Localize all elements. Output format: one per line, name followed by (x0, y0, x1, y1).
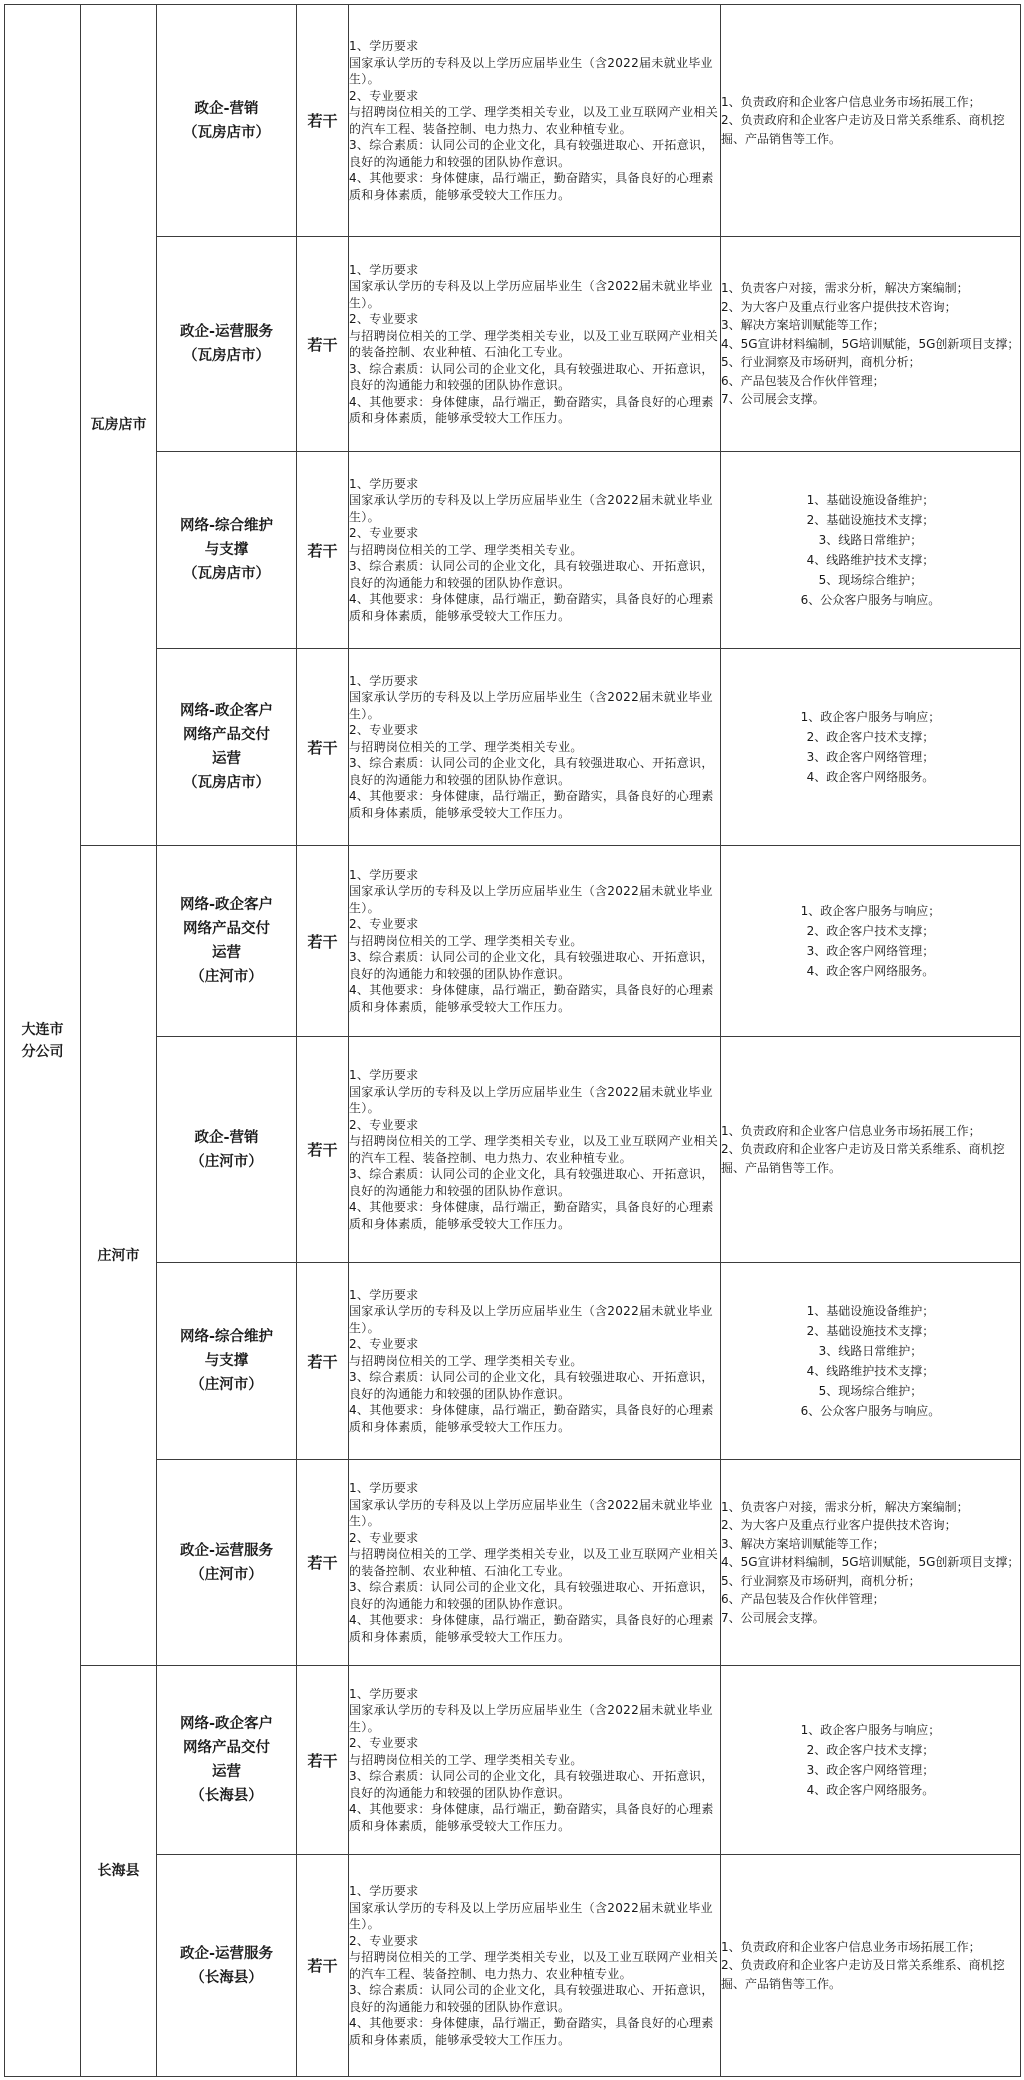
post-name-line: 政企-营销 (194, 100, 259, 117)
requirement-line: 1、学历要求 (349, 1287, 419, 1302)
table-row (5, 1263, 1021, 1460)
duties-cell (721, 846, 1021, 1037)
duty-line: 2、基础设施技术支撑； (806, 1324, 935, 1338)
duty-line: 3、政企客户网络管理； (806, 1763, 935, 1777)
requirement-line: 1、学历要求 (349, 1686, 419, 1701)
recruitment-table-body (5, 5, 1021, 2077)
requirement-line: 1、学历要求 (349, 1884, 419, 1898)
duty-line: 1、负责政府和企业客户信息业务市场拓展工作； (721, 1123, 981, 1138)
requirement-line: 4、其他要求：身体健康，品行端正，勤奋踏实，具备良好的心理素质和身体素质，能够承受较大工作压力。 (349, 394, 714, 425)
table-row (5, 846, 1021, 1037)
duty-line: 3、政企客户网络管理； (806, 750, 935, 764)
duty-line: 4、5G宣讲材料编制，5G培训赋能，5G创新项目支撑； (721, 1555, 1020, 1570)
requirement-line: 3、综合素质：认同公司的企业文化，具有较强进取心、开拓意识，良好的沟通能力和较强的团队协作意识。 (349, 1983, 714, 2014)
duty-line: 3、解决方案培训赋能等工作； (721, 1536, 885, 1551)
duty-line: 6、公众客户服务与响应。 (800, 593, 941, 607)
requirements-cell (349, 1666, 721, 1855)
requirement-line: 2、专业要求 (349, 312, 419, 326)
requirement-line: 国家承认学历的专科及以上学历应届毕业生（含2022届未就业毕业生）。 (349, 1084, 713, 1115)
post-name-line: 网络产品交付 (183, 921, 270, 937)
requirement-line: 1、学历要求 (349, 1068, 419, 1082)
duty-line: 4、政企客户网络服务。 (806, 770, 935, 784)
duty-line: 1、负责政府和企业客户信息业务市场拓展工作； (721, 94, 981, 109)
duty-line: 6、产品包装及合作伙伴管理； (721, 1592, 885, 1607)
requirement-line: 1、学历要求 (349, 867, 419, 882)
duty-line: 4、政企客户网络服务。 (806, 964, 935, 978)
city-cell (81, 846, 157, 1666)
headcount-value: 若干 (307, 541, 338, 560)
post-name-cell (157, 1037, 297, 1263)
requirement-line: 3、综合素质：认同公司的企业文化，具有较强进取心、开拓意识，良好的沟通能力和较强的团队协作意识。 (349, 1769, 714, 1800)
requirement-line: 3、综合素质：认同公司的企业文化，具有较强进取心、开拓意识，良好的沟通能力和较强的团队协作意识。 (349, 1580, 714, 1611)
requirements-cell (349, 1855, 721, 2077)
post-name-line: 运营 (212, 751, 241, 767)
post-name-cell (157, 1855, 297, 2077)
duty-line: 2、政企客户技术支撑； (806, 924, 935, 938)
requirement-line: 4、其他要求：身体健康，品行端正，勤奋踏实，具备良好的心理素质和身体素质，能够承受较大工作压力。 (349, 983, 714, 1014)
duty-line: 2、政企客户技术支撑； (806, 1743, 935, 1757)
duty-line: 4、5G宣讲材料编制，5G培训赋能，5G创新项目支撑； (721, 336, 1020, 351)
duty-line: 2、负责政府和企业客户走访及日常关系维系、商机挖掘、产品销售等工作。 (721, 113, 1005, 146)
duty-line: 4、政企客户网络服务。 (806, 1783, 935, 1797)
requirement-line: 2、专业要求 (349, 1933, 419, 1948)
duty-line: 2、基础设施技术支撑； (806, 513, 935, 527)
post-name-line: 运营 (212, 1764, 241, 1780)
table-row (5, 1855, 1021, 2077)
requirement-line: 与招聘岗位相关的工学、理学类相关专业。 (349, 933, 583, 948)
requirement-line: 3、综合素质：认同公司的企业文化，具有较强进取心、开拓意识，良好的沟通能力和较强的团队协作意识。 (349, 1167, 714, 1198)
requirement-line: 3、综合素质：认同公司的企业文化，具有较强进取心、开拓意识，良好的沟通能力和较强的团队协作意识。 (349, 361, 714, 392)
requirement-line: 与招聘岗位相关的工学、理学类相关专业。 (349, 1353, 583, 1368)
duty-line: 3、线路日常维护； (818, 533, 923, 547)
duty-line: 5、行业洞察及市场研判，商机分析； (721, 1573, 921, 1588)
requirement-line: 2、专业要求 (349, 1736, 419, 1751)
duties-cell (721, 1666, 1021, 1855)
post-name-cell (157, 5, 297, 237)
duty-line: 1、政企客户服务与响应； (800, 904, 941, 918)
duties-cell (721, 1460, 1021, 1666)
headcount-value: 若干 (307, 932, 338, 951)
post-name-cell (157, 1666, 297, 1855)
requirement-line: 4、其他要求：身体健康，品行端正，勤奋踏实，具备良好的心理素质和身体素质，能够承受较大工作压力。 (349, 1613, 714, 1644)
duties-cell (721, 1037, 1021, 1263)
headcount-cell (297, 1666, 349, 1855)
post-name-cell (157, 452, 297, 649)
headcount-cell (297, 452, 349, 649)
requirements-cell (349, 1037, 721, 1263)
post-name-line: （长海县） (190, 1969, 263, 1986)
requirement-line: 3、综合素质：认同公司的企业文化，具有较强进取心、开拓意识，良好的沟通能力和较强的团队协作意识。 (349, 559, 714, 590)
post-name-line: 与支撑 (204, 1353, 249, 1369)
requirement-line: 国家承认学历的专科及以上学历应届毕业生（含2022届未就业毕业生）。 (349, 1497, 713, 1528)
duties-cell (721, 452, 1021, 649)
duty-line: 4、线路维护技术支撑； (806, 1364, 935, 1378)
requirements-cell (349, 452, 721, 649)
post-name-cell (157, 846, 297, 1037)
table-row (5, 237, 1021, 452)
table-row (5, 452, 1021, 649)
duty-line: 5、行业洞察及市场研判，商机分析； (721, 355, 921, 370)
requirement-line: 与招聘岗位相关的工学、理学类相关专业。 (349, 739, 583, 754)
headcount-cell (297, 649, 349, 846)
headcount-value: 若干 (307, 1957, 338, 1975)
headcount-value: 若干 (307, 112, 338, 130)
recruitment-table (4, 4, 1021, 2077)
duties-cell (721, 649, 1021, 846)
requirement-line: 与招聘岗位相关的工学、理学类相关专业，以及工业互联网产业相关的汽车工程、装备控制、电力热力、农业种植专业。 (349, 105, 719, 136)
requirement-line: 与招聘岗位相关的工学、理学类相关专业。 (349, 542, 583, 557)
headcount-cell (297, 846, 349, 1037)
duty-line: 2、为大客户及重点行业客户提供技术咨询； (721, 299, 957, 314)
requirement-line: 2、专业要求 (349, 88, 419, 103)
duties-cell (721, 1855, 1021, 2077)
table-row (5, 1666, 1021, 1855)
requirement-line: 与招聘岗位相关的工学、理学类相关专业，以及工业互联网产业相关的装备控制、农业种植、石油化工专业。 (349, 328, 719, 359)
headcount-value: 若干 (307, 1751, 338, 1770)
post-name-cell (157, 649, 297, 846)
post-name-cell (157, 237, 297, 452)
requirement-line: 2、专业要求 (349, 1337, 419, 1352)
table-row (5, 649, 1021, 846)
company-name: 大连市分公司 (21, 1021, 64, 1060)
post-name-line: （庄河市） (190, 969, 263, 985)
post-name-line: 政企-营销 (194, 1129, 259, 1146)
post-name-line: 政企-运营服务 (179, 1542, 274, 1559)
table-row (5, 1037, 1021, 1263)
requirement-line: 4、其他要求：身体健康，品行端正，勤奋踏实，具备良好的心理素质和身体素质，能够承受较大工作压力。 (349, 592, 714, 623)
post-name-cell (157, 1263, 297, 1460)
duties-cell (721, 5, 1021, 237)
requirements-cell (349, 1460, 721, 1666)
headcount-cell (297, 1037, 349, 1263)
requirement-line: 与招聘岗位相关的工学、理学类相关专业，以及工业互联网产业相关的汽车工程、装备控制、电力热力、农业种植专业。 (349, 1134, 719, 1165)
requirement-line: 2、专业要求 (349, 917, 419, 932)
duty-line: 3、线路日常维护； (818, 1344, 923, 1358)
post-name-line: 网络-政企客户 (179, 703, 274, 719)
duty-line: 1、政企客户服务与响应； (800, 710, 941, 724)
company-cell (5, 5, 81, 2077)
requirement-line: 国家承认学历的专科及以上学历应届毕业生（含2022届未就业毕业生）。 (349, 493, 713, 524)
requirement-line: 与招聘岗位相关的工学、理学类相关专业。 (349, 1752, 583, 1767)
headcount-cell (297, 1460, 349, 1666)
requirement-line: 1、学历要求 (349, 1481, 419, 1495)
post-name-line: （庄河市） (190, 1566, 263, 1583)
post-name-line: 政企-运营服务 (179, 1945, 274, 1962)
requirement-line: 2、专业要求 (349, 1117, 419, 1132)
requirements-cell (349, 1263, 721, 1460)
headcount-cell (297, 1855, 349, 2077)
requirements-cell (349, 649, 721, 846)
post-name-line: 网络-综合维护 (179, 518, 274, 534)
headcount-value: 若干 (307, 1352, 338, 1371)
duty-line: 1、负责客户对接，需求分析，解决方案编制； (721, 281, 969, 296)
requirement-line: 4、其他要求：身体健康，品行端正，勤奋踏实，具备良好的心理素质和身体素质，能够承受较大工作压力。 (349, 1802, 714, 1833)
duty-line: 1、负责客户对接，需求分析，解决方案编制； (721, 1499, 969, 1514)
requirement-line: 与招聘岗位相关的工学、理学类相关专业，以及工业互联网产业相关的装备控制、农业种植、石油化工专业。 (349, 1547, 719, 1578)
requirement-line: 国家承认学历的专科及以上学历应届毕业生（含2022届未就业毕业生）。 (349, 690, 713, 721)
city-name: 长海县 (97, 1863, 140, 1879)
requirement-line: 4、其他要求：身体健康，品行端正，勤奋踏实，具备良好的心理素质和身体素质，能够承受较大工作压力。 (349, 2016, 714, 2047)
requirement-line: 3、综合素质：认同公司的企业文化，具有较强进取心、开拓意识，良好的沟通能力和较强的团队协作意识。 (349, 950, 714, 981)
duty-line: 3、解决方案培训赋能等工作； (721, 318, 885, 333)
table-row (5, 1460, 1021, 1666)
requirement-line: 1、学历要求 (349, 39, 419, 53)
requirement-line: 3、综合素质：认同公司的企业文化，具有较强进取心、开拓意识，良好的沟通能力和较强的团队协作意识。 (349, 1370, 714, 1401)
table-row (5, 5, 1021, 237)
post-name-line: （瓦房店市） (183, 124, 270, 141)
post-name-line: （瓦房店市） (183, 566, 270, 582)
duty-line: 6、公众客户服务与响应。 (800, 1404, 941, 1418)
duty-line: 2、为大客户及重点行业客户提供技术咨询； (721, 1518, 957, 1533)
headcount-cell (297, 1263, 349, 1460)
requirement-line: 国家承认学历的专科及以上学历应届毕业生（含2022届未就业毕业生）。 (349, 884, 713, 915)
city-cell (81, 1666, 157, 2077)
city-cell (81, 5, 157, 846)
duty-line: 3、政企客户网络管理； (806, 944, 935, 958)
requirement-line: 2、专业要求 (349, 1530, 419, 1545)
headcount-value: 若干 (307, 1141, 338, 1159)
duty-line: 4、线路维护技术支撑； (806, 553, 935, 567)
requirement-line: 国家承认学历的专科及以上学历应届毕业生（含2022届未就业毕业生）。 (349, 55, 713, 86)
duties-cell (721, 1263, 1021, 1460)
requirement-line: 国家承认学历的专科及以上学历应届毕业生（含2022届未就业毕业生）。 (349, 1304, 713, 1335)
post-name-line: 网络产品交付 (183, 1740, 270, 1756)
duty-line: 7、公司展会支撑。 (721, 1610, 825, 1625)
post-name-line: （长海县） (190, 1788, 263, 1804)
post-name-line: 网络-政企客户 (179, 897, 274, 913)
post-name-line: 与支撑 (204, 542, 249, 558)
duties-cell (721, 237, 1021, 452)
requirement-line: 4、其他要求：身体健康，品行端正，勤奋踏实，具备良好的心理素质和身体素质，能够承受较大工作压力。 (349, 171, 714, 202)
duty-line: 2、负责政府和企业客户走访及日常关系维系、商机挖掘、产品销售等工作。 (721, 1958, 1005, 1991)
duty-line: 1、负责政府和企业客户信息业务市场拓展工作； (721, 1939, 981, 1954)
post-name-line: 网络-政企客户 (179, 1716, 274, 1732)
duty-line: 6、产品包装及合作伙伴管理； (721, 373, 885, 388)
requirement-line: 2、专业要求 (349, 723, 419, 738)
post-name-line: 政企-运营服务 (179, 324, 274, 340)
requirement-line: 3、综合素质：认同公司的企业文化，具有较强进取心、开拓意识，良好的沟通能力和较强的团队协作意识。 (349, 138, 714, 169)
headcount-value: 若干 (307, 1554, 338, 1572)
duty-line: 2、政企客户技术支撑； (806, 730, 935, 744)
requirement-line: 4、其他要求：身体健康，品行端正，勤奋踏实，具备良好的心理素质和身体素质，能够承受较大工作压力。 (349, 1403, 714, 1434)
duty-line: 1、基础设施设备维护； (806, 493, 935, 507)
city-name: 瓦房店市 (90, 417, 147, 433)
post-name-line: （庄河市） (190, 1377, 263, 1393)
duty-line: 5、现场综合维护； (818, 573, 923, 587)
requirement-line: 4、其他要求：身体健康，品行端正，勤奋踏实，具备良好的心理素质和身体素质，能够承受较大工作压力。 (349, 789, 714, 820)
duty-line: 7、公司展会支撑。 (721, 392, 825, 407)
duty-line: 2、负责政府和企业客户走访及日常关系维系、商机挖掘、产品销售等工作。 (721, 1142, 1005, 1175)
headcount-value: 若干 (307, 335, 338, 354)
requirement-line: 4、其他要求：身体健康，品行端正，勤奋踏实，具备良好的心理素质和身体素质，能够承受较大工作压力。 (349, 1200, 714, 1231)
city-name: 庄河市 (97, 1247, 140, 1264)
requirement-line: 国家承认学历的专科及以上学历应届毕业生（含2022届未就业毕业生）。 (349, 1900, 713, 1931)
post-name-line: （瓦房店市） (183, 348, 270, 364)
post-name-line: 运营 (212, 945, 241, 961)
requirement-line: 1、学历要求 (349, 262, 419, 277)
post-name-line: 网络产品交付 (183, 727, 270, 743)
requirement-line: 3、综合素质：认同公司的企业文化，具有较强进取心、开拓意识，良好的沟通能力和较强的团队协作意识。 (349, 756, 714, 787)
requirement-line: 1、学历要求 (349, 476, 419, 491)
requirement-line: 2、专业要求 (349, 526, 419, 541)
duty-line: 5、现场综合维护； (818, 1384, 923, 1398)
requirements-cell (349, 237, 721, 452)
post-name-line: （瓦房店市） (183, 775, 270, 791)
duty-line: 1、基础设施设备维护； (806, 1304, 935, 1318)
requirements-cell (349, 5, 721, 237)
requirement-line: 1、学历要求 (349, 673, 419, 688)
requirements-cell (349, 846, 721, 1037)
headcount-cell (297, 5, 349, 237)
requirement-line: 国家承认学历的专科及以上学历应届毕业生（含2022届未就业毕业生）。 (349, 279, 713, 310)
headcount-cell (297, 237, 349, 452)
requirement-line: 与招聘岗位相关的工学、理学类相关专业，以及工业互联网产业相关的汽车工程、装备控制、电力热力、农业种植专业。 (349, 1950, 719, 1981)
post-name-line: 网络-综合维护 (179, 1329, 274, 1345)
duty-line: 1、政企客户服务与响应； (800, 1723, 941, 1737)
requirement-line: 国家承认学历的专科及以上学历应届毕业生（含2022届未就业毕业生）。 (349, 1703, 713, 1734)
post-name-line: （庄河市） (190, 1153, 263, 1170)
headcount-value: 若干 (307, 738, 338, 757)
post-name-cell (157, 1460, 297, 1666)
